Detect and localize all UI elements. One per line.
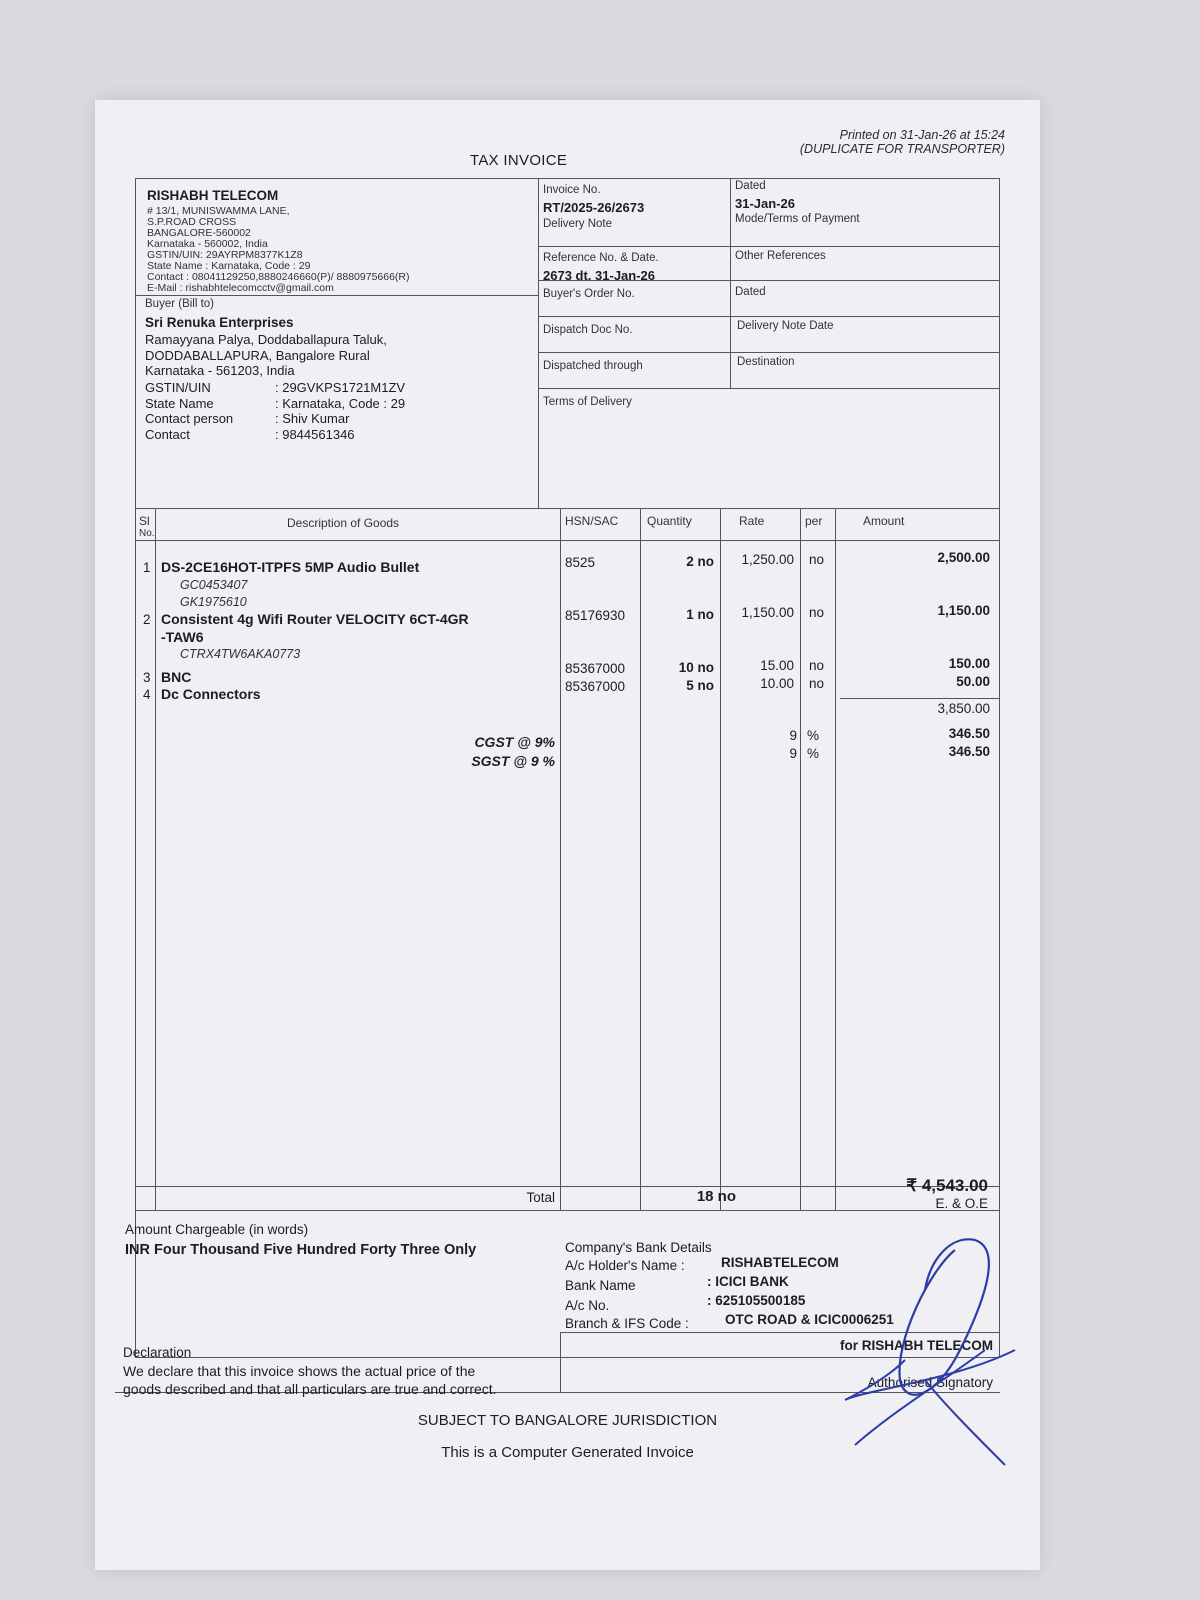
buyer-name: Sri Renuka Enterprises xyxy=(145,315,294,330)
declaration-line: We declare that this invoice shows the actual price of the xyxy=(123,1363,476,1379)
header-hsn: HSN/SAC xyxy=(565,514,619,528)
mode-terms-label: Mode/Terms of Payment xyxy=(735,213,860,225)
buyer-fields xyxy=(145,380,405,442)
buyer-field-contact: Contact : 9844561346 xyxy=(145,426,355,442)
tax-per: % xyxy=(807,728,820,743)
row-description-cont: -TAW6 xyxy=(161,629,204,645)
amount-words-label: Amount Chargeable (in words) xyxy=(125,1222,309,1237)
signature-box-divider xyxy=(560,1332,561,1392)
tax-amount: 346.50 xyxy=(948,744,990,759)
subtotal-amount: 3,850.00 xyxy=(937,701,990,716)
declaration-text xyxy=(123,1362,497,1398)
seller-line: GSTIN/UIN: 29AYRPM8377K1Z8 xyxy=(147,249,303,261)
row-per: no xyxy=(809,658,825,673)
seller-line: Karnataka - 560002, India xyxy=(147,238,268,250)
header-rate: Rate xyxy=(739,514,765,528)
copy-type: (DUPLICATE FOR TRANSPORTER) xyxy=(799,142,1005,156)
row-description: Consistent 4g Wifi Router VELOCITY 6CT-4GR xyxy=(161,611,469,627)
subtotal-line xyxy=(840,698,1000,699)
bank-name-label: Bank Name xyxy=(565,1278,636,1293)
for-company: for RISHABH TELECOM xyxy=(840,1338,993,1353)
seller-buyer-divider xyxy=(135,295,538,296)
destination-label: Destination xyxy=(737,356,795,368)
bank-name: : ICICI BANK xyxy=(707,1274,789,1289)
row-sl: 2 xyxy=(143,612,151,627)
tax-rate: 9 xyxy=(789,746,797,761)
col-sl-divider xyxy=(155,508,156,1210)
total-amount: ₹ 4,543.00 xyxy=(906,1176,988,1195)
buyers-order-label: Buyer's Order No. xyxy=(543,288,635,300)
row-serial: GC0453407 xyxy=(180,578,248,592)
row-hsn: 85176930 xyxy=(565,608,626,623)
declaration-label: Declaration xyxy=(123,1345,192,1360)
dated-label: Dated xyxy=(735,180,766,192)
buyer-field-state: State Name : Karnataka, Code : 29 xyxy=(145,395,406,411)
reference-label: Reference No. & Date. xyxy=(543,252,659,264)
bank-ifs-label: Branch & IFS Code : xyxy=(565,1316,689,1331)
handwritten-signature xyxy=(835,1230,1025,1470)
terms-of-delivery-label: Terms of Delivery xyxy=(543,396,632,408)
row-description: DS-2CE16HOT-ITPFS 5MP Audio Bullet xyxy=(161,559,420,575)
row-quantity: 1 no xyxy=(686,607,714,622)
seller-name: RISHABH TELECOM xyxy=(147,188,279,203)
header-sl-no: No. xyxy=(139,528,155,539)
invoice-no-label: Invoice No. xyxy=(543,184,601,196)
buyer-address xyxy=(145,332,387,379)
tax-amount: 346.50 xyxy=(948,726,990,741)
delivery-note-date-label: Delivery Note Date xyxy=(737,320,834,332)
printed-info xyxy=(705,128,1005,156)
header-amount: Amount xyxy=(863,514,905,528)
row-amount: 2,500.00 xyxy=(937,550,990,565)
invoice-sheet xyxy=(95,100,1040,1570)
row-per: no xyxy=(809,552,825,567)
invoice-no: RT/2025-26/2673 xyxy=(543,200,645,215)
meta-divider xyxy=(730,178,731,388)
bank-holder-label: A/c Holder's Name : xyxy=(565,1258,685,1273)
bank-details-title: Company's Bank Details xyxy=(565,1240,712,1255)
bank-account-label: A/c No. xyxy=(565,1298,610,1313)
meta-row-line xyxy=(538,388,1000,389)
buyer-label: Buyer (Bill to) xyxy=(145,298,215,310)
row-amount: 50.00 xyxy=(956,674,990,689)
tax-per: % xyxy=(807,746,820,761)
meta-row-line xyxy=(538,246,1000,247)
row-sl: 3 xyxy=(143,670,151,685)
seller-line: Contact : 08041129250,8880246660(P)/ 8880975666(R) xyxy=(147,271,410,283)
row-hsn: 85367000 xyxy=(565,679,626,694)
row-quantity: 2 no xyxy=(686,554,714,569)
document-title: TAX INVOICE xyxy=(470,152,568,169)
seller-line: BANGALORE-560002 xyxy=(147,227,251,239)
col-rate-divider xyxy=(800,508,801,1210)
buyer-address-line: Karnataka - 561203, India xyxy=(145,363,295,378)
order-dated-label: Dated xyxy=(735,286,766,298)
row-per: no xyxy=(809,676,825,691)
table-header-line xyxy=(135,540,1000,541)
reference-value: 2673 dt. 31-Jan-26 xyxy=(543,268,656,283)
amount-in-words: INR Four Thousand Five Hundred Forty Three Only xyxy=(125,1242,477,1258)
row-description: Dc Connectors xyxy=(161,686,261,702)
seller-line: # 13/1, MUNISWAMMA LANE, xyxy=(147,205,290,217)
total-quantity: 18 no xyxy=(696,1188,736,1205)
col-per-divider xyxy=(835,508,836,1210)
row-rate: 15.00 xyxy=(760,658,794,673)
row-serial: GK1975610 xyxy=(180,595,247,609)
buyer-address-line: Ramayyana Palya, Doddaballapura Taluk, xyxy=(145,332,387,347)
seller-line: State Name : Karnataka, Code : 29 xyxy=(147,260,311,272)
row-quantity: 10 no xyxy=(678,660,714,675)
invoice-date: 31-Jan-26 xyxy=(735,196,795,211)
row-rate: 1,150.00 xyxy=(741,605,794,620)
declaration-line: goods described and that all particulars are true and correct. xyxy=(123,1381,497,1397)
row-amount: 1,150.00 xyxy=(937,603,990,618)
row-description: BNC xyxy=(161,669,192,685)
row-amount: 150.00 xyxy=(948,656,990,671)
bank-holder: RISHABTELECOM xyxy=(721,1255,839,1270)
header-description: Description of Goods xyxy=(287,516,400,530)
header-sl: Sl xyxy=(139,514,150,528)
total-label: Total xyxy=(526,1190,555,1205)
header-quantity: Quantity xyxy=(647,514,692,528)
row-rate: 1,250.00 xyxy=(741,552,794,567)
buyer-field-gstin: GSTIN/UIN : 29GVKPS1721M1ZV xyxy=(145,380,406,395)
authorised-signatory: Authorised Signatory xyxy=(867,1375,993,1390)
col-desc-divider xyxy=(560,508,561,1210)
row-quantity: 5 no xyxy=(686,678,714,693)
row-hsn: 8525 xyxy=(565,555,596,570)
meta-row-line xyxy=(538,352,1000,353)
header-divider xyxy=(538,178,539,508)
bank-ifs-code: OTC ROAD & ICIC0006251 xyxy=(725,1312,894,1327)
dispatch-doc-label: Dispatch Doc No. xyxy=(543,324,633,336)
buyer-field-contact-person: Contact person : Shiv Kumar xyxy=(145,411,350,426)
other-references-label: Other References xyxy=(735,250,826,262)
buyer-address-line: DODDABALLAPURA, Bangalore Rural xyxy=(145,347,370,363)
row-hsn: 85367000 xyxy=(565,661,626,676)
row-per: no xyxy=(809,605,825,620)
table-top-line xyxy=(135,508,1000,509)
tax-rate: 9 xyxy=(789,728,797,743)
seller-line: S.P.ROAD CROSS xyxy=(147,216,237,228)
tax-label: CGST @ 9% xyxy=(474,734,555,750)
dispatched-through-label: Dispatched through xyxy=(543,360,643,372)
seller-line: E-Mail : rishabhtelecomcctv@gmail.com xyxy=(147,282,334,294)
row-rate: 10.00 xyxy=(760,676,794,691)
tax-label: SGST @ 9 % xyxy=(471,753,555,769)
jurisdiction-note: SUBJECT TO BANGALORE JURISDICTION xyxy=(417,1412,718,1429)
delivery-note-label: Delivery Note xyxy=(543,218,613,230)
printed-timestamp: Printed on 31-Jan-26 at 15:24 xyxy=(839,128,1005,142)
header-per: per xyxy=(805,514,823,528)
computer-generated-note: This is a Computer Generated Invoice xyxy=(441,1444,694,1461)
row-sl: 4 xyxy=(143,687,151,702)
row-sl: 1 xyxy=(143,560,151,575)
errors-omissions-excepted: E. & O.E xyxy=(935,1196,988,1211)
bank-account-number: : 625105500185 xyxy=(707,1293,806,1308)
seller-address xyxy=(147,206,410,294)
meta-row-line xyxy=(538,316,1000,317)
row-serial: CTRX4TW6AKA0773 xyxy=(180,647,301,661)
